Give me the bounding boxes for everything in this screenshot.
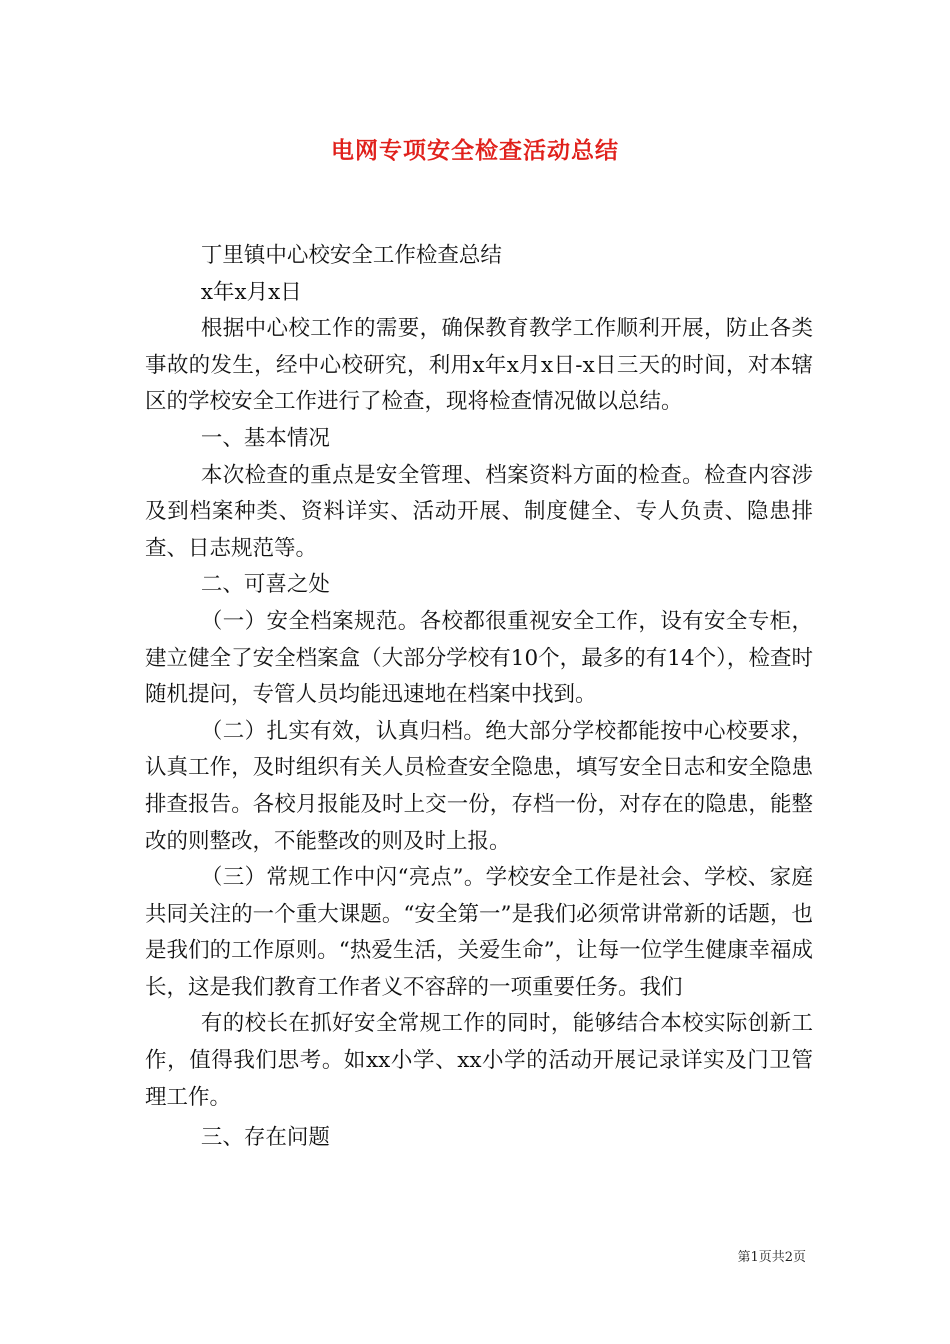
section-heading-problems: 三、存在问题 [200,1125,330,1151]
paragraph-innovation: 有的校长在抓好安全常规工作的同时，能够结合本校实际创新工作，值得我们思考。如xx小学、xx小学的活动开展记录详实及门卫管理工作。 [145,1011,813,1110]
paragraph-date: x年x月x日 [200,279,302,305]
paragraph-basic: 本次检查的重点是安全管理、档案资料方面的检查。检查内容涉及到档案种类、资料详实、活动开展、制度健全、专人负责、隐患排查、日志规范等。 [145,462,813,561]
section-heading-highlights: 二、可喜之处 [200,572,330,598]
document-body [145,238,813,1157]
paragraph-highlight-1: （一）安全档案规范。各校都很重视安全工作，设有安全专柜，建立健全了安全档案盒（大部分学校有10个，最多的有14个），检查时随机提问，专管人员均能迅速地在档案中找到。 [145,608,813,708]
paragraph-intro: 根据中心校工作的需要，确保教育教学工作顺利开展，防止各类事故的发生，经中心校研究，利用x年x月x日-x日三天的时间，对本辖区的学校安全工作进行了检查，现将检查情况做以总结。 [145,316,813,415]
paragraph-highlight-3: （三）常规工作中闪“亮点”。学校安全工作是社会、学校、家庭共同关注的一个重大课题。“安全第一”是我们必须常讲常新的话题，也是我们的工作原则。“热爱生活，关爱生命”，让每一位学生健康幸福成长，这是我们教育工作者义不容辞的一项重要任务。我们 [145,865,813,1000]
document-title: 电网专项安全检查活动总结 [331,137,619,164]
section-heading-basic: 一、基本情况 [200,425,330,451]
paragraph-subtitle: 丁里镇中心校安全工作检查总结 [200,243,502,268]
paragraph-highlight-2: （二）扎实有效，认真归档。绝大部分学校都能按中心校要求，认真工作，及时组织有关人员检查安全隐患，填写安全日志和安全隐患排查报告。各校月报能及时上交一份，存档一份，对存在的隐患，能整改的则整改，不能整改的则及时上报。 [145,718,813,854]
page-number: 第1页共2页 [737,1250,806,1265]
